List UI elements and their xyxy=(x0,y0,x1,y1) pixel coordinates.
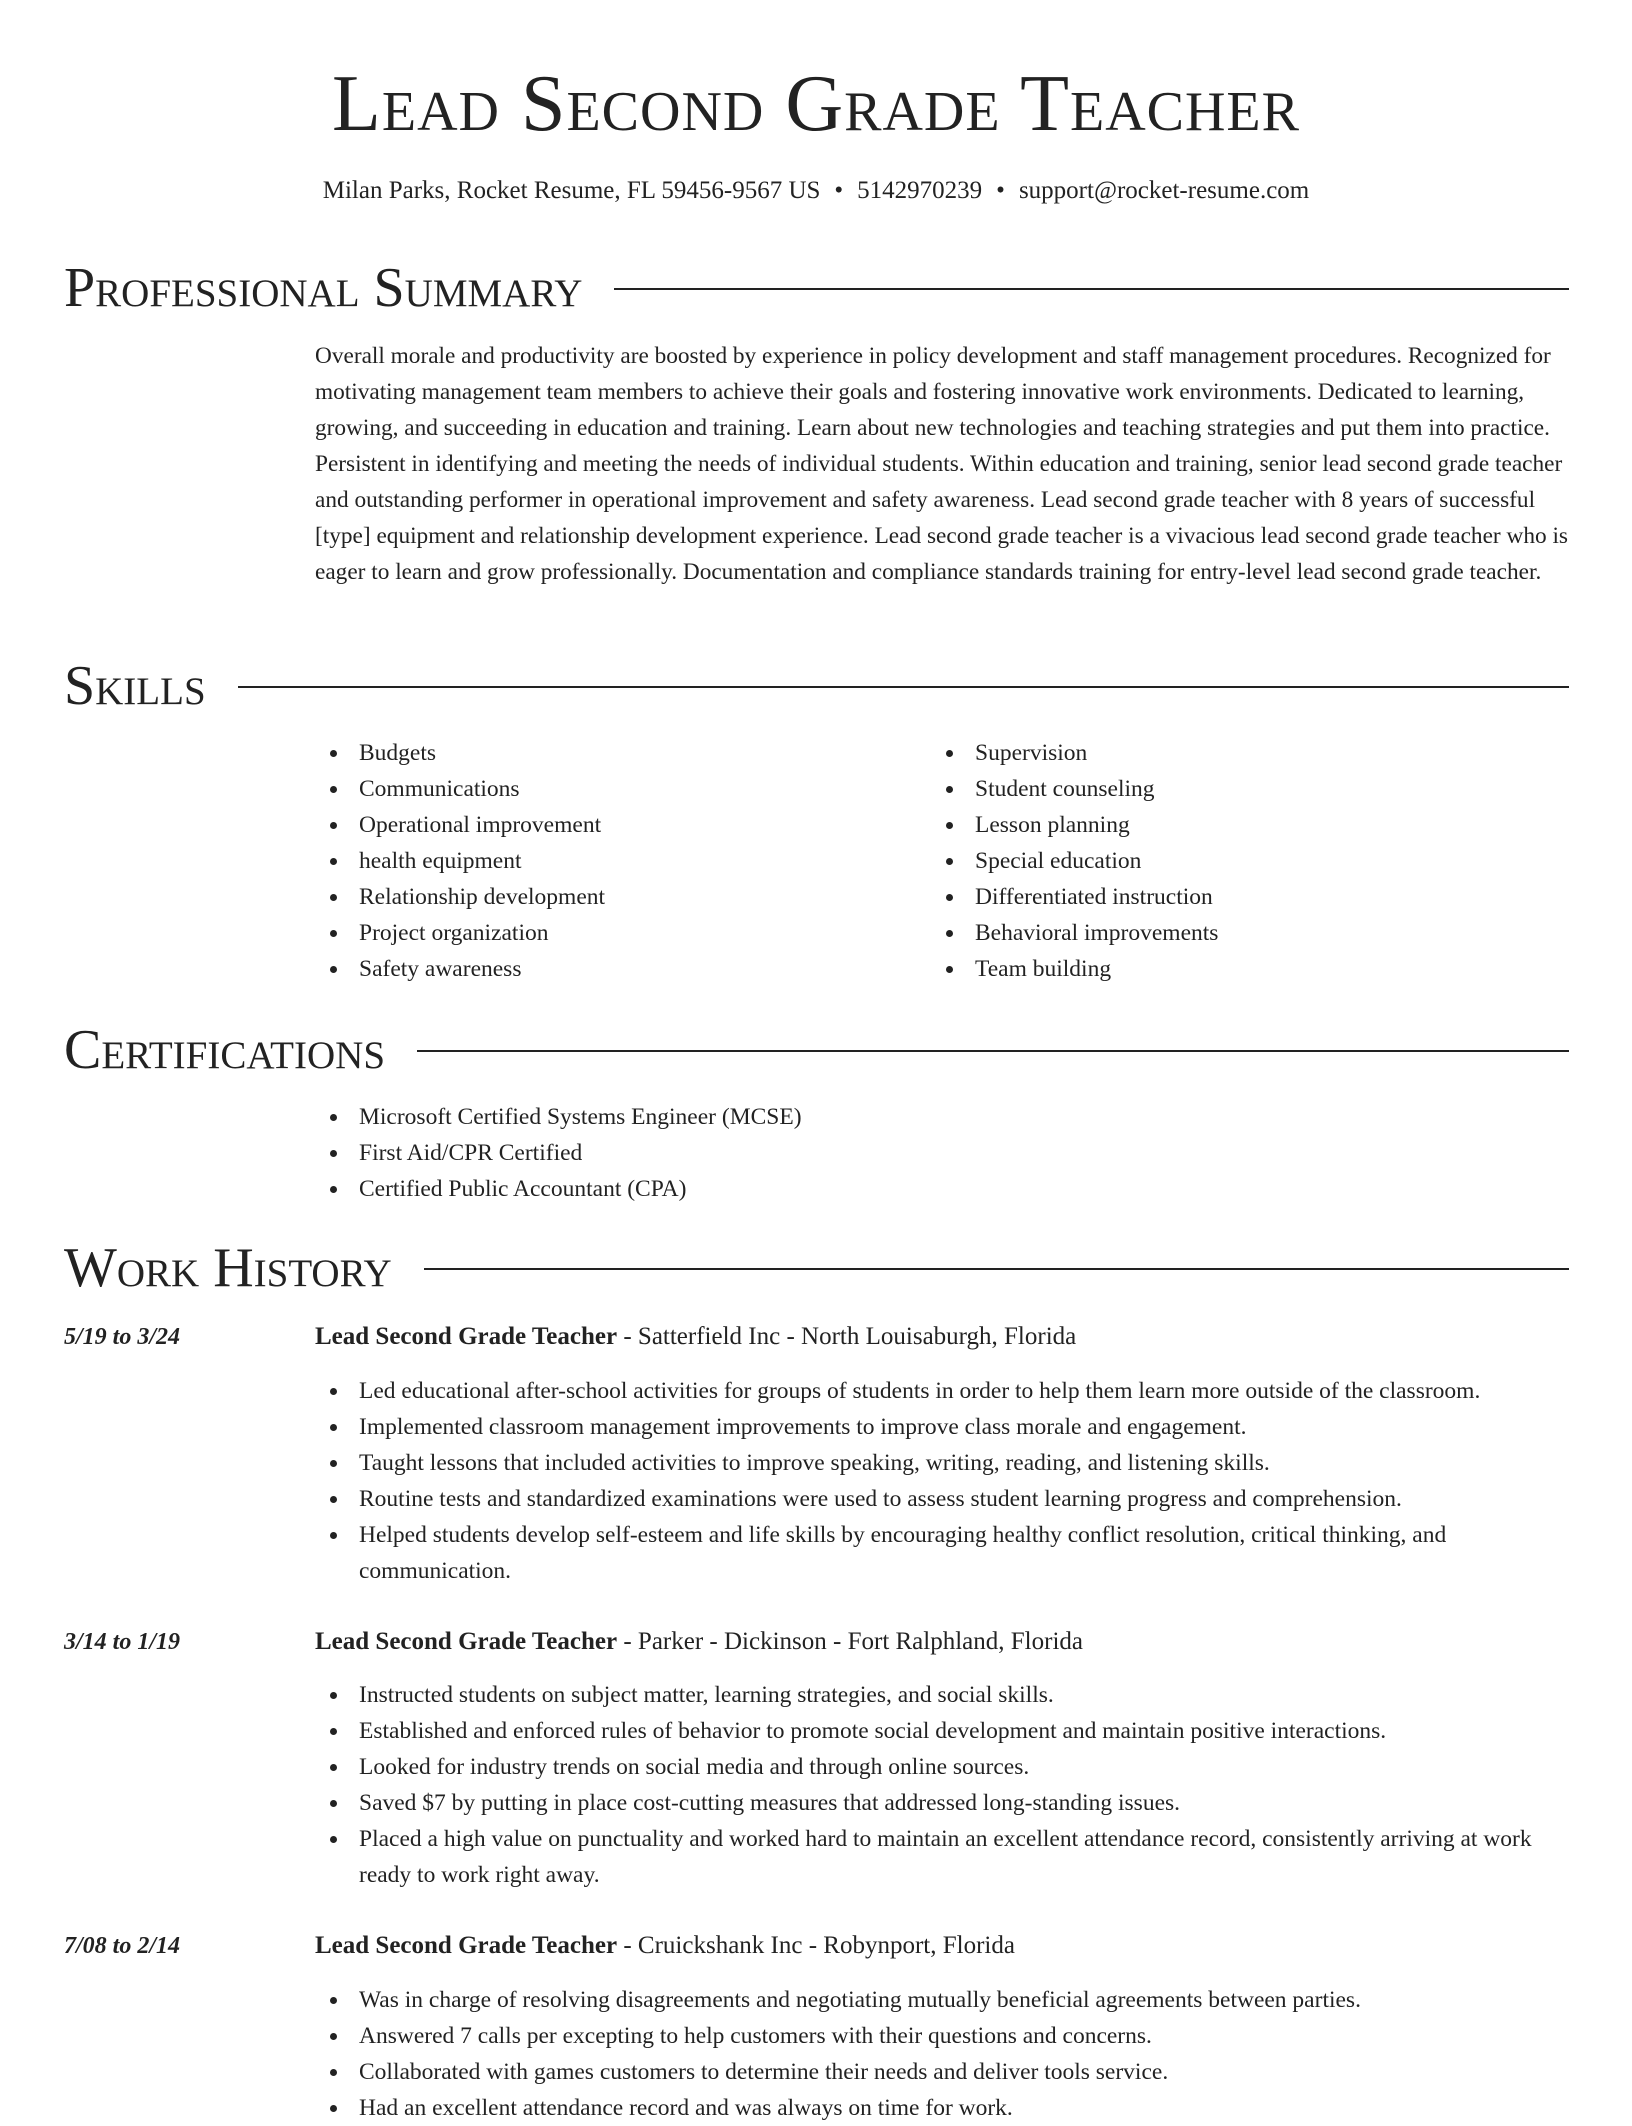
skill-item: Behavioral improvements xyxy=(931,915,1491,951)
job-bullet: Collaborated with games customers to determine their needs and deliver tools service. xyxy=(315,2054,1575,2090)
section-divider xyxy=(614,288,1569,290)
section-divider xyxy=(238,686,1569,688)
summary-text: Overall morale and productivity are boosted by experience in policy development and staff management procedures. Recognized for motivating management team members to achieve their goals and fostering innovative work environments. Dedicated to learning, growing, and succeeding in education and training. Learn about new technologies and teaching strategies and put them into practice. Persistent in identifying and meeting the needs of individual students. Within education and training, senior lead second grade teacher and outstanding performer in operational improvement and safety awareness. Lead second grade teacher with 8 years of successful [type] equipment and relationship development experience. Lead second grade teacher is a vivacious lead second grade teacher who is eager to learn and grow professionally. Documentation and compliance standards training for entry-level lead second grade teacher. xyxy=(315,343,1568,585)
skill-item: Communications xyxy=(315,771,875,807)
job-employer: - Parker - Dickinson - Fort Ralphland, Florida xyxy=(617,1628,1083,1655)
contact-address: Milan Parks, Rocket Resume, FL 59456-9567 US xyxy=(322,177,821,204)
certification-item: Microsoft Certified Systems Engineer (MCSE) xyxy=(315,1099,1215,1135)
certifications-list xyxy=(315,1099,1215,1207)
job-bullet: Taught lessons that included activities to improve speaking, writing, reading, and listening skills. xyxy=(315,1445,1575,1481)
contact-separator: • xyxy=(996,177,1005,204)
skill-item: Special education xyxy=(931,843,1491,879)
job-bullet: Placed a high value on punctuality and worked hard to maintain an excellent attendance record, consistently arriving at work ready to work right away. xyxy=(315,1821,1575,1893)
skill-item: Project organization xyxy=(315,915,875,951)
skills-list-right xyxy=(931,735,1491,987)
job-bullets xyxy=(315,1373,1575,1589)
section-header-skills xyxy=(64,654,1569,718)
section-title: Professional Summary xyxy=(64,257,583,319)
section-divider xyxy=(417,1050,1569,1052)
section-title: Certifications xyxy=(64,1019,386,1081)
contact-separator: • xyxy=(834,177,844,204)
job-bullet: Routine tests and standardized examinations were used to assess student learning progress and comprehension. xyxy=(315,1481,1575,1517)
job-employer: - Satterfield Inc - North Louisaburgh, Florida xyxy=(617,1323,1077,1350)
job-bullets xyxy=(315,1677,1575,1893)
job-bullets xyxy=(315,1982,1575,2126)
skill-item: Operational improvement xyxy=(315,807,875,843)
job-heading xyxy=(315,1624,1575,1660)
job-bullet: Implemented classroom management improvements to improve class morale and engagement. xyxy=(315,1409,1575,1445)
skills-list-left xyxy=(315,735,875,987)
contact-line xyxy=(0,174,1632,208)
job-heading xyxy=(315,1319,1575,1355)
section-header-summary xyxy=(64,256,1569,320)
job-title: Lead Second Grade Teacher xyxy=(315,1932,618,1959)
job-bullet: Had an excellent attendance record and was always on time for work. xyxy=(315,2090,1575,2126)
job-bullet: Helped students develop self-esteem and life skills by encouraging healthy conflict resolution, critical thinking, and communication. xyxy=(315,1517,1575,1589)
certification-item: Certified Public Accountant (CPA) xyxy=(315,1171,1215,1207)
job-bullet: Answered 7 calls per excepting to help customers with their questions and concerns. xyxy=(315,2018,1575,2054)
section-header-work-history xyxy=(64,1236,1569,1300)
job-title: Lead Second Grade Teacher xyxy=(315,1628,618,1655)
skill-item: Safety awareness xyxy=(315,951,875,987)
skill-item: Differentiated instruction xyxy=(931,879,1491,915)
contact-phone: 5142970239 xyxy=(857,177,983,204)
job-bullet: Led educational after-school activities for groups of students in order to help them learn more outside of the classroom. xyxy=(315,1373,1575,1409)
job-bullet: Established and enforced rules of behavior to promote social development and maintain positive interactions. xyxy=(315,1713,1575,1749)
skill-item: Student counseling xyxy=(931,771,1491,807)
section-title: Work History xyxy=(64,1237,392,1299)
job-dates: 7/08 to 2/14 xyxy=(64,1933,181,1959)
certification-item: First Aid/CPR Certified xyxy=(315,1135,1215,1171)
job-bullet: Instructed students on subject matter, learning strategies, and social skills. xyxy=(315,1677,1575,1713)
skill-item: health equipment xyxy=(315,843,875,879)
resume-name: Lead Second Grade Teacher xyxy=(332,60,1300,148)
job-bullet: Looked for industry trends on social media and through online sources. xyxy=(315,1749,1575,1785)
job-dates: 5/19 to 3/24 xyxy=(64,1324,181,1350)
contact-email: support@rocket-resume.com xyxy=(1018,177,1310,204)
section-title: Skills xyxy=(64,655,206,717)
skill-item: Relationship development xyxy=(315,879,875,915)
skill-item: Team building xyxy=(931,951,1491,987)
job-employer: - Cruickshank Inc - Robynport, Florida xyxy=(617,1932,1015,1959)
skill-item: Lesson planning xyxy=(931,807,1491,843)
section-header-certifications xyxy=(64,1018,1569,1082)
job-dates: 3/14 to 1/19 xyxy=(64,1629,181,1655)
job-bullet: Saved $7 by putting in place cost-cutting measures that addressed long-standing issues. xyxy=(315,1785,1575,1821)
section-divider xyxy=(424,1268,1569,1270)
job-heading xyxy=(315,1928,1575,1964)
job-bullet: Was in charge of resolving disagreements and negotiating mutually beneficial agreements between parties. xyxy=(315,1982,1575,2018)
skill-item: Supervision xyxy=(931,735,1491,771)
skill-item: Budgets xyxy=(315,735,875,771)
job-title: Lead Second Grade Teacher xyxy=(315,1323,618,1350)
